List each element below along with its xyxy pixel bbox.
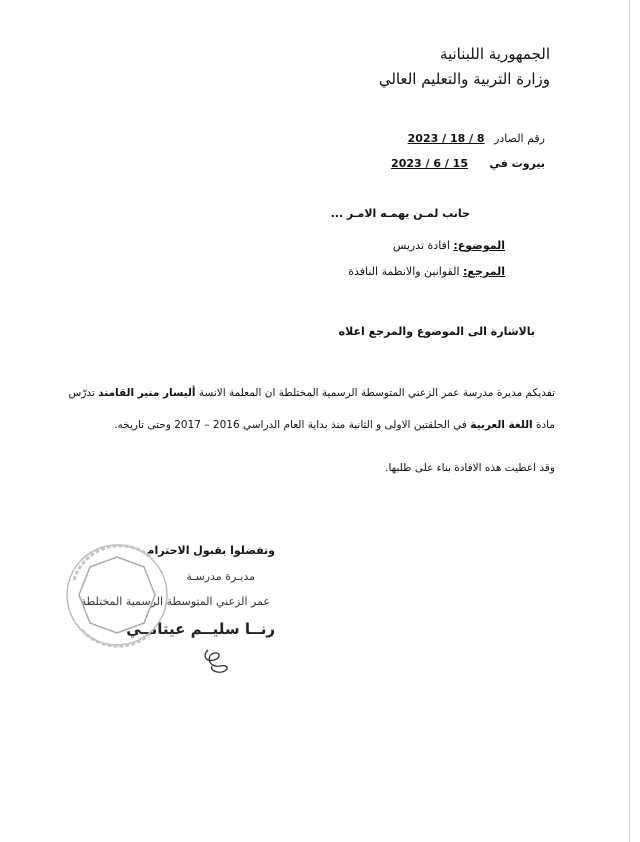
reference-label: المرجع: <box>463 265 505 278</box>
subject-line <box>393 239 505 252</box>
subject-label: الموضوع: <box>453 239 505 252</box>
school-name: عمر الزعني المتوسطة الرسمية المختلطة <box>80 595 270 608</box>
body-text: تفديكم مديرة مدرسة عمر الزعني المتوسطة الرسمية المختلطة ان المعلمة الانسة <box>195 387 555 399</box>
body-line-1 <box>69 387 556 399</box>
place-date <box>391 157 545 170</box>
republic-heading: الجمهورية اللبنانية <box>439 45 550 63</box>
reference-line <box>348 265 505 278</box>
outgoing-number-value: 2023 / 18 / 8 <box>407 132 485 145</box>
addressee: جانب لمـن يهمـه الامـر ... <box>330 207 470 220</box>
teacher-name: أليسار منير القامند <box>98 387 196 399</box>
place-date-label: بيروت في <box>489 157 545 170</box>
body-line-2 <box>114 419 555 431</box>
ministry-heading: وزارة التربية والتعليم العالي <box>378 70 550 88</box>
closing-regards: وتفضلوا بقبول الاحترام <box>146 544 275 557</box>
subject-taught: اللغة العربية <box>470 419 533 431</box>
signatory-title: مديـرة مدرسـة <box>186 570 255 583</box>
subject-value: افادة تدريس <box>392 239 450 252</box>
outgoing-number <box>408 132 545 145</box>
date-value: 2023 / 6 / 15 <box>391 157 468 170</box>
signature <box>200 646 240 676</box>
intro-line: بالاشارة الى الموضوع والمرجع اعلاه <box>338 325 535 338</box>
body-text: مادة <box>532 419 555 431</box>
body-text: تدرّس <box>68 387 99 399</box>
page-edge <box>629 0 630 842</box>
body-text: في الحلقتين الاولى و الثانية منذ بداية العام الدراسي 2016 – 2017 وحتى تاريخه. <box>114 419 471 431</box>
official-stamp <box>62 540 172 650</box>
outgoing-number-label: رقم الصادر <box>494 132 545 145</box>
reference-value: القوانين والانظمة النافذة <box>348 265 460 278</box>
body-line-3: وقد اعطيت هذه الافادة بناء على طلبها. <box>385 462 555 474</box>
signatory-name: رنــا سليــم عيتانــي <box>126 620 275 638</box>
